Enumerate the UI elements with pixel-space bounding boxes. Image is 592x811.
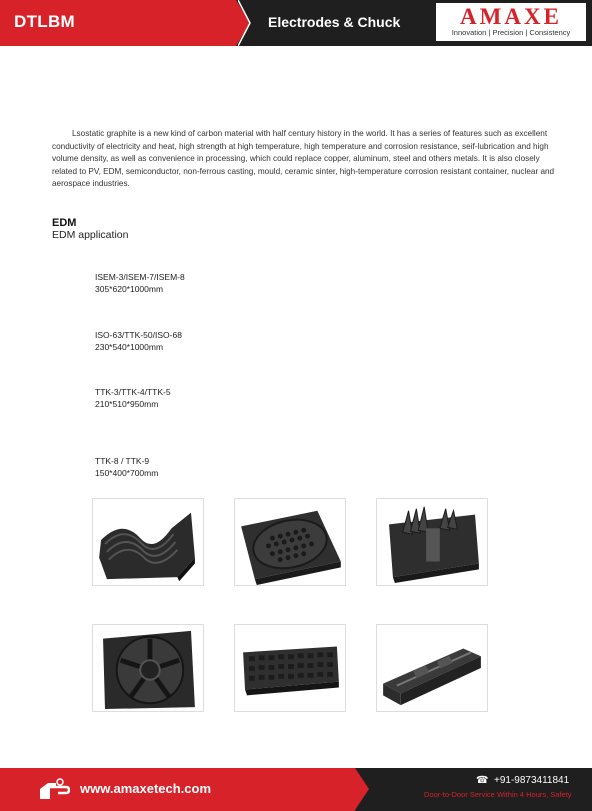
footer-arrow — [355, 768, 369, 810]
brand-tagline: Innovation | Precision | Consistency — [451, 28, 571, 37]
footer-website-link[interactable]: www.amaxetech.com — [80, 781, 212, 796]
header-arrow-edge — [238, 0, 252, 46]
section-title: EDM — [52, 217, 77, 229]
product-spec — [95, 329, 182, 353]
product-image-wave-electrode — [92, 498, 204, 586]
intro-paragraph: Lsostatic graphite is a new kind of carbon material with half century history in the world. It has a series of features such as excellent conductivity of electricity and heat, high strength at high temperature, high temperature and corrosion resistance, seif-lubrication and high volume density, as well as convenience in processing, which could replace copper, aluminum, steel and others metals. It is also closely related to PV, EDM, semiconductor, non-ferrous casting, mould, ceramic sinter, high-temperature corrosion resistant container, nuclear and aerospace industries. — [52, 129, 555, 188]
product-model: ISEM-3/ISEM-7/ISEM-8 — [95, 272, 185, 282]
product-spec — [95, 271, 185, 295]
phone-icon: ☎ — [476, 775, 489, 786]
page-footer — [0, 768, 592, 811]
footer-service-note: Door-to-Door Service Within 4 Hours, Safety — [424, 790, 572, 799]
click-hand-icon — [36, 777, 70, 803]
product-image-bar-electrode — [376, 624, 488, 712]
product-model: TTK-8 / TTK-9 — [95, 456, 150, 466]
brand-name: AMAXE — [460, 4, 562, 29]
header-section-title: Electrodes & Chuck — [268, 14, 401, 30]
product-size: 305*620*1000mm — [95, 284, 164, 294]
product-image-wheel-electrode — [92, 624, 204, 712]
section-subtitle: EDM application — [52, 229, 129, 241]
product-model: TTK-3/TTK-4/TTK-5 — [95, 387, 171, 397]
header-left-title: DTLBM — [14, 12, 75, 31]
page-header — [0, 0, 592, 46]
product-image-textured-electrode — [234, 624, 346, 712]
brand-logo — [436, 3, 586, 41]
footer-phone[interactable]: +91-9873411841 — [494, 775, 570, 786]
product-spec — [95, 455, 158, 479]
product-spec — [95, 386, 171, 410]
product-size: 150*400*700mm — [95, 468, 159, 478]
product-image-fin-electrode — [376, 498, 488, 586]
product-image-grid-electrode — [234, 498, 346, 586]
product-size: 230*540*1000mm — [95, 342, 164, 352]
product-model: ISO-63/TTK-50/ISO-68 — [95, 330, 182, 340]
product-size: 210*510*950mm — [95, 399, 159, 409]
